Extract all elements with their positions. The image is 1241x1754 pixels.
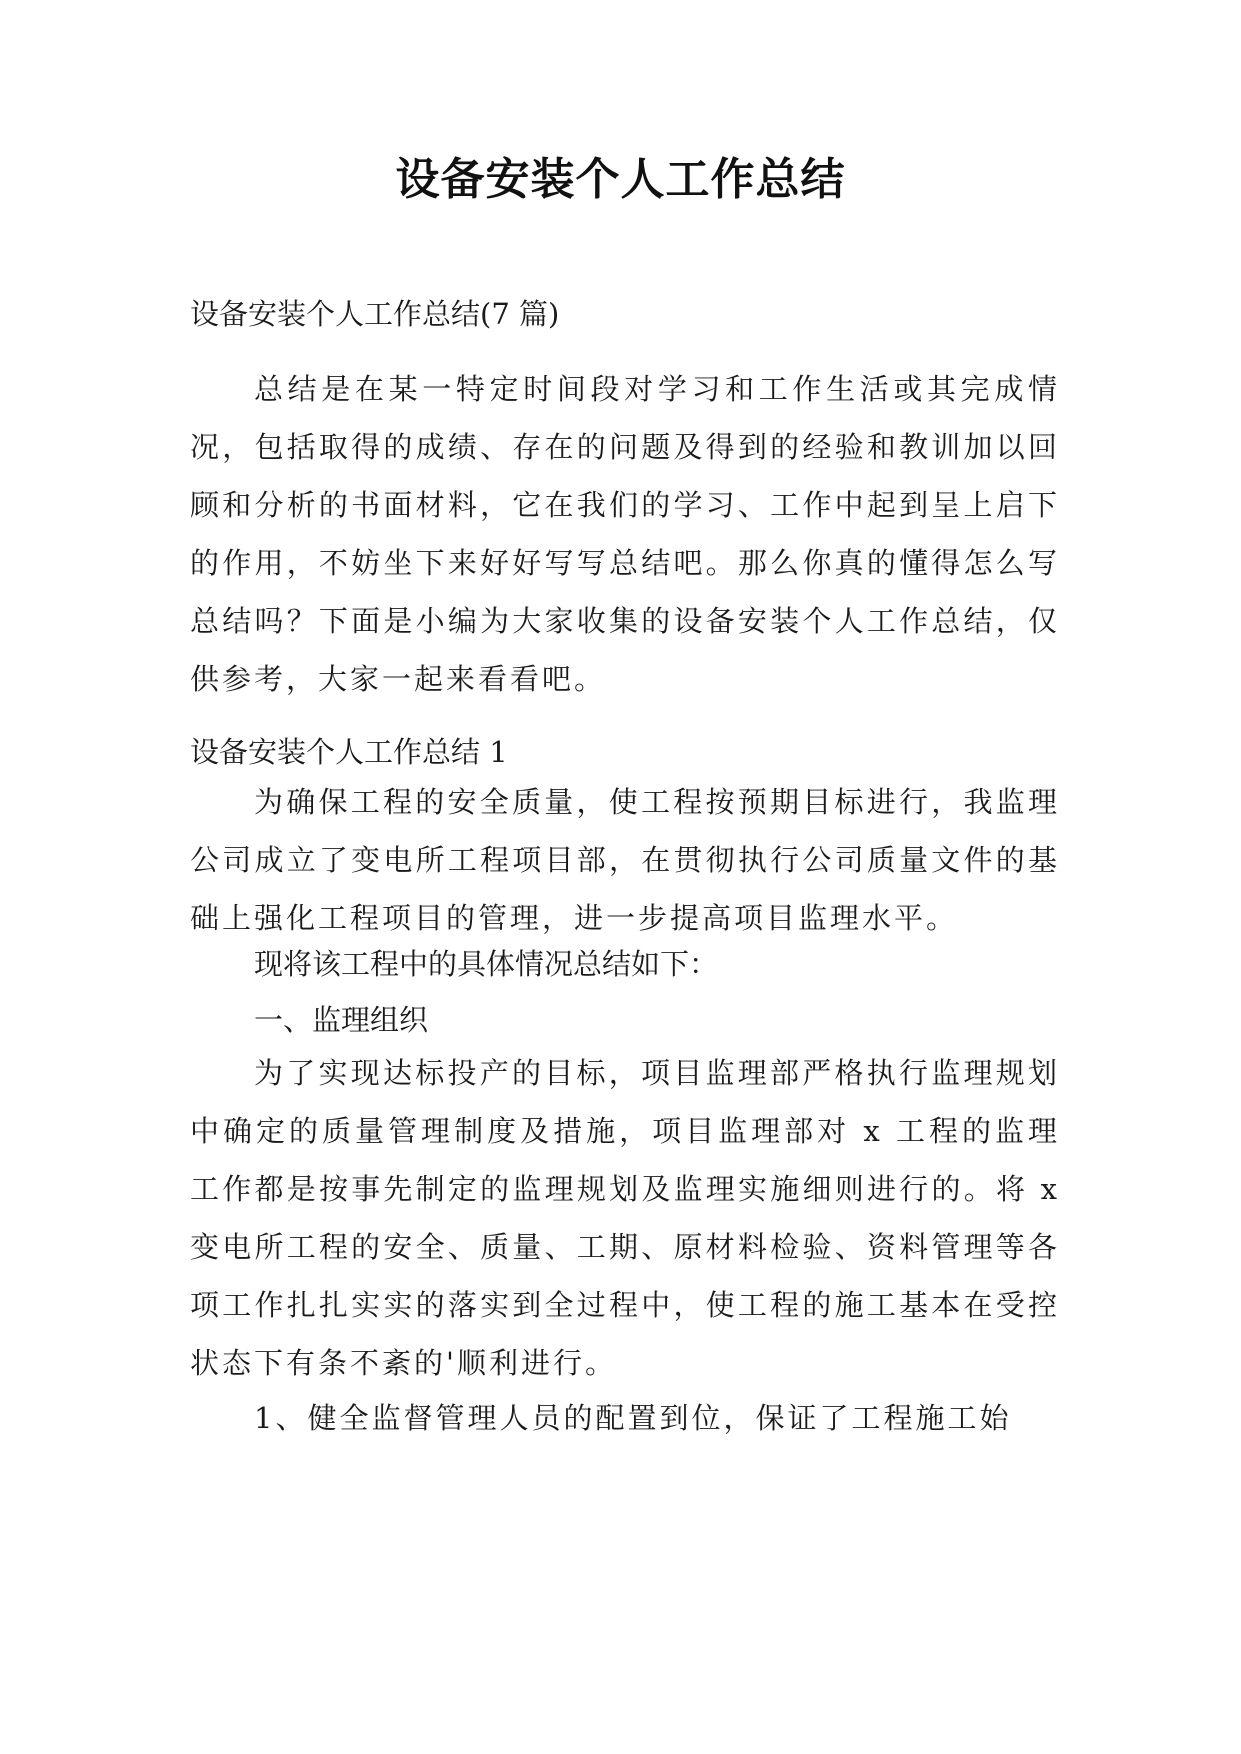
section-paragraph-1: 为确保工程的安全质量，使工程按预期目标进行，我监理公司成立了变电所工程项目部，在贯彻执行公司质量文件的基础上强化工程项目的管理，进一步提高项目监理水平。 — [190, 785, 1060, 935]
section-paragraph-3: 1、健全监督管理人员的配置到位，保证了工程施工始 — [254, 1401, 1012, 1435]
intro-paragraph: 总结是在某一特定时间段对学习和工作生活或其完成情况，包括取得的成绩、存在的问题及得到的经验和教训加以回顾和分析的书面材料，它在我们的学习、工作中起到呈上启下的作用，不妨坐下来好好写写总结吧。那么你真的懂得怎么写总结吗？下面是小编为大家收集的设备安装个人工作总结，仅供参考，大家一起来看看吧。 — [190, 372, 1060, 696]
subsection-heading: 一、监理组织 — [254, 1003, 429, 1037]
document-title: 设备安装个人工作总结 — [395, 154, 846, 205]
section-paragraph-2: 为了实现达标投产的目标，项目监理部严格执行监理规划中确定的质量管理制度及措施，项目监理部对 x 工程的监理工作都是按事先制定的监理规划及监理实施细则进行的。将 x 变电所工程的安全、质量、工期、原材料检验、资料管理等各项工作扎扎实实的落实到全过程中，使工程的施工基本在受控状态下有条不紊的'顺利进行。 — [190, 1056, 1060, 1380]
summary-intro-line: 现将该工程中的具体情况总结如下： — [254, 947, 719, 981]
document-subtitle: 设备安装个人工作总结(7 篇) — [190, 297, 560, 331]
section-heading: 设备安装个人工作总结 1 — [190, 735, 508, 769]
